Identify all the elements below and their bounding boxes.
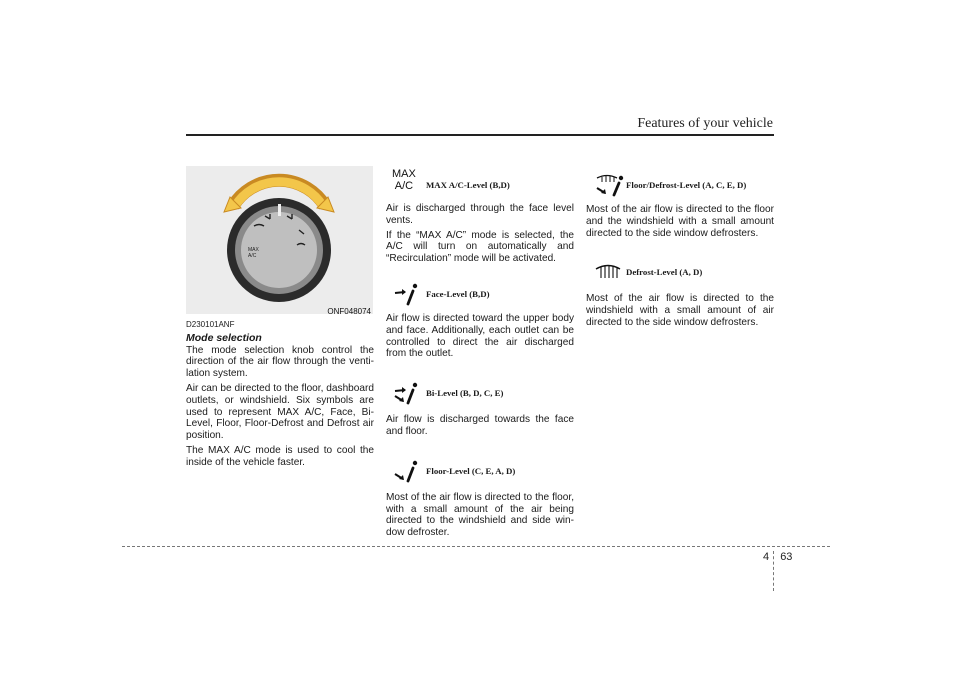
page-number-value: 63	[780, 551, 793, 563]
body-paragraph: Most of the air flow is directed to the floor, with a small amount of the air being directed to the windshield and side win-dow defroster.	[386, 491, 574, 539]
image-code: ONF048074	[327, 307, 371, 316]
middle-column	[386, 168, 574, 539]
mode-heading	[586, 259, 774, 287]
mode-label: Floor-Level (C, E, A, D)	[426, 465, 516, 476]
body-paragraph: If the “MAX A/C” mode is selected, the A/C will turn on automatically and “Recirculation” mode will be activated.	[386, 229, 574, 265]
mode-heading	[386, 458, 574, 486]
body-paragraph: The mode selection knob control the direction of the air flow through the venti-lation system.	[186, 344, 374, 380]
header-rule	[186, 134, 774, 136]
body-paragraph: The MAX A/C mode is used to cool the inside of the vehicle faster.	[186, 444, 374, 468]
body-paragraph: Air flow is directed toward the upper body and face. Additionally, each outlet can be controlled to direct the air discharged from the outlet.	[386, 312, 574, 360]
floor-defrost-icon	[594, 174, 624, 198]
mode-heading	[386, 281, 574, 309]
doc-code: D230101ANF	[186, 320, 235, 329]
max-ac-icon-line: MAX	[392, 168, 416, 180]
face-level-icon	[394, 283, 420, 307]
mode-label: MAX A/C-Level (B,D)	[426, 180, 510, 190]
mode-label: Defrost-Level (A, D)	[626, 267, 703, 278]
body-paragraph: Air can be directed to the floor, dashboard outlets, or windshield. Six symbols are used to represent MAX A/C, Face, Bi-Level, Floor, Floor-Defrost and Defrost air position.	[186, 382, 374, 442]
body-paragraph: Air is discharged through the face level vents.	[386, 203, 574, 226]
right-column	[586, 172, 774, 329]
footer-vertical-rule	[773, 551, 774, 591]
bi-level-icon	[394, 382, 420, 406]
mode-knob-illustration	[186, 166, 373, 314]
chapter-number: 4	[763, 551, 770, 563]
mode-label: Face-Level (B,D)	[426, 288, 490, 299]
knob-label-ac: A/C	[248, 253, 257, 259]
defrost-icon	[594, 261, 624, 285]
mode-label: Floor/Defrost-Level (A, C, E, D)	[626, 180, 747, 190]
mode-heading	[586, 172, 774, 200]
page-number	[763, 551, 792, 563]
floor-level-icon	[394, 460, 420, 484]
max-ac-icon	[392, 168, 416, 192]
section-title: Mode selection	[186, 331, 262, 344]
body-paragraph: Most of the air flow is directed to the windshield with a small amount of air directed to the side window defrosters.	[586, 293, 774, 328]
left-column	[186, 317, 374, 469]
mode-knob-photo	[186, 166, 373, 314]
body-paragraph: Air flow is discharged towards the face and floor.	[386, 414, 574, 437]
mode-heading	[386, 168, 574, 200]
mode-heading	[386, 380, 574, 408]
knob-label-max: MAX	[248, 247, 259, 253]
max-ac-icon-line: A/C	[394, 180, 414, 192]
footer-rule	[122, 546, 830, 547]
mode-label: Bi-Level (B, D, C, E)	[426, 388, 504, 399]
page-header-title: Features of your vehicle	[637, 116, 773, 131]
body-paragraph: Most of the air flow is directed to the floor and the windshield with a small amount directed to the side window defrosters.	[586, 204, 774, 239]
